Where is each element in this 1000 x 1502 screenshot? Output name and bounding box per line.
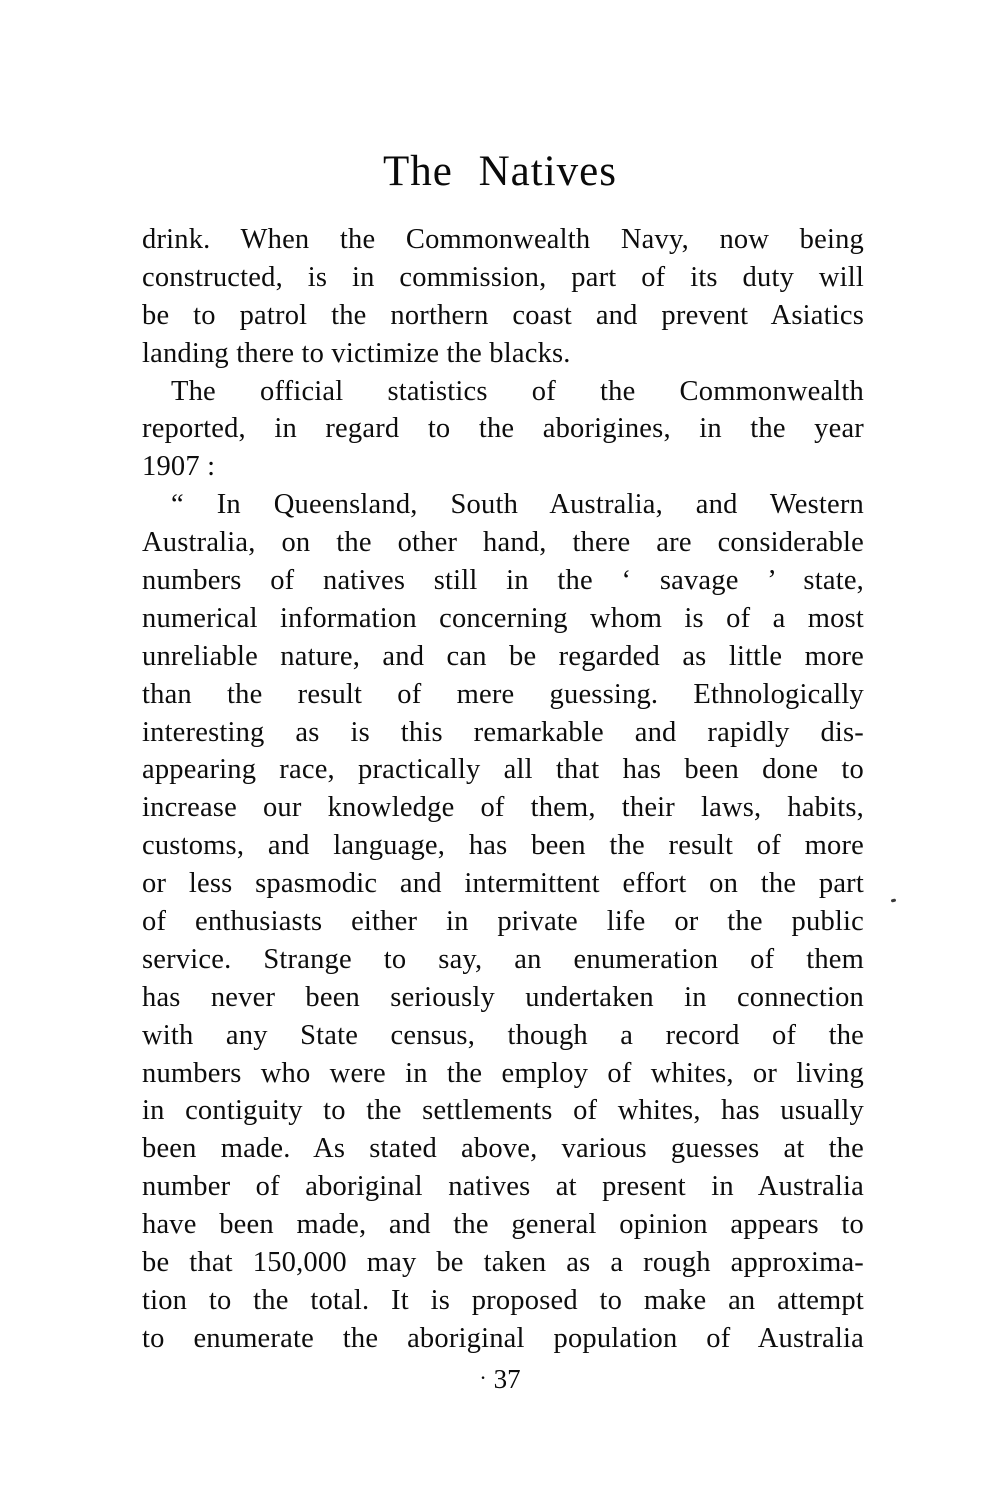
text-line: appearing race, practically all that has been done to: [142, 754, 864, 786]
text-line: in contiguity to the settlements of whites, has usually: [142, 1095, 864, 1127]
text-line: number of aboriginal natives at present in Australia: [142, 1171, 864, 1203]
text-line: tion to the total. It is proposed to make an attempt: [142, 1284, 864, 1316]
text-line: been made. As stated above, various guesses at the: [142, 1133, 864, 1165]
text-line: or less spasmodic and intermittent effort on the part: [142, 868, 864, 900]
text-line: constructed, is in commission, part of its duty will: [142, 261, 864, 293]
text-line: customs, and language, has been the result of more: [142, 830, 864, 862]
text-line: numbers who were in the employ of whites, or living: [142, 1057, 864, 1089]
text-line: of enthusiasts either in private life or the public: [142, 906, 864, 938]
text-line: have been made, and the general opinion appears to: [142, 1209, 864, 1241]
text-line: interesting as is this remarkable and rapidly dis-: [142, 716, 864, 748]
text-line: reported, in regard to the aborigines, in the year: [142, 413, 864, 445]
text-line: be to patrol the northern coast and prevent Asiatics: [142, 299, 864, 331]
text-line: service. Strange to say, an enumeration of them: [142, 943, 864, 975]
text-line: landing there to victimize the blacks.: [142, 337, 571, 369]
text-line: 1907 :: [142, 451, 216, 483]
page-title: The Natives: [383, 148, 617, 195]
page-number-mark: ·: [479, 1365, 487, 1390]
text-line: The official statistics of the Commonwealth: [171, 375, 864, 407]
text-line: than the result of mere guessing. Ethnologically: [142, 678, 864, 710]
text-line: numerical information concerning whom is of a most: [142, 602, 864, 634]
text-line: drink. When the Commonwealth Navy, now being: [142, 224, 864, 255]
text-line: has never been seriously undertaken in connection: [142, 981, 864, 1013]
text-line: to enumerate the aboriginal population of Australia: [142, 1322, 864, 1354]
text-line: “ In Queensland, South Australia, and Western: [171, 489, 864, 521]
scan-speck-artifact: [891, 898, 897, 902]
page-number: 37: [493, 1364, 521, 1394]
text-line: Australia, on the other hand, there are considerable: [142, 527, 864, 559]
text-line: numbers of natives still in the ‘ savage ’ state,: [142, 565, 864, 597]
text-line: unreliable nature, and can be regarded as little more: [142, 640, 864, 672]
text-line: be that 150,000 may be taken as a rough approxima-: [142, 1247, 864, 1279]
body-text: [142, 221, 864, 1358]
text-line: increase our knowledge of them, their laws, habits,: [142, 792, 864, 824]
text-line: with any State census, though a record of the: [142, 1019, 864, 1051]
page-footer: [0, 1361, 1000, 1396]
